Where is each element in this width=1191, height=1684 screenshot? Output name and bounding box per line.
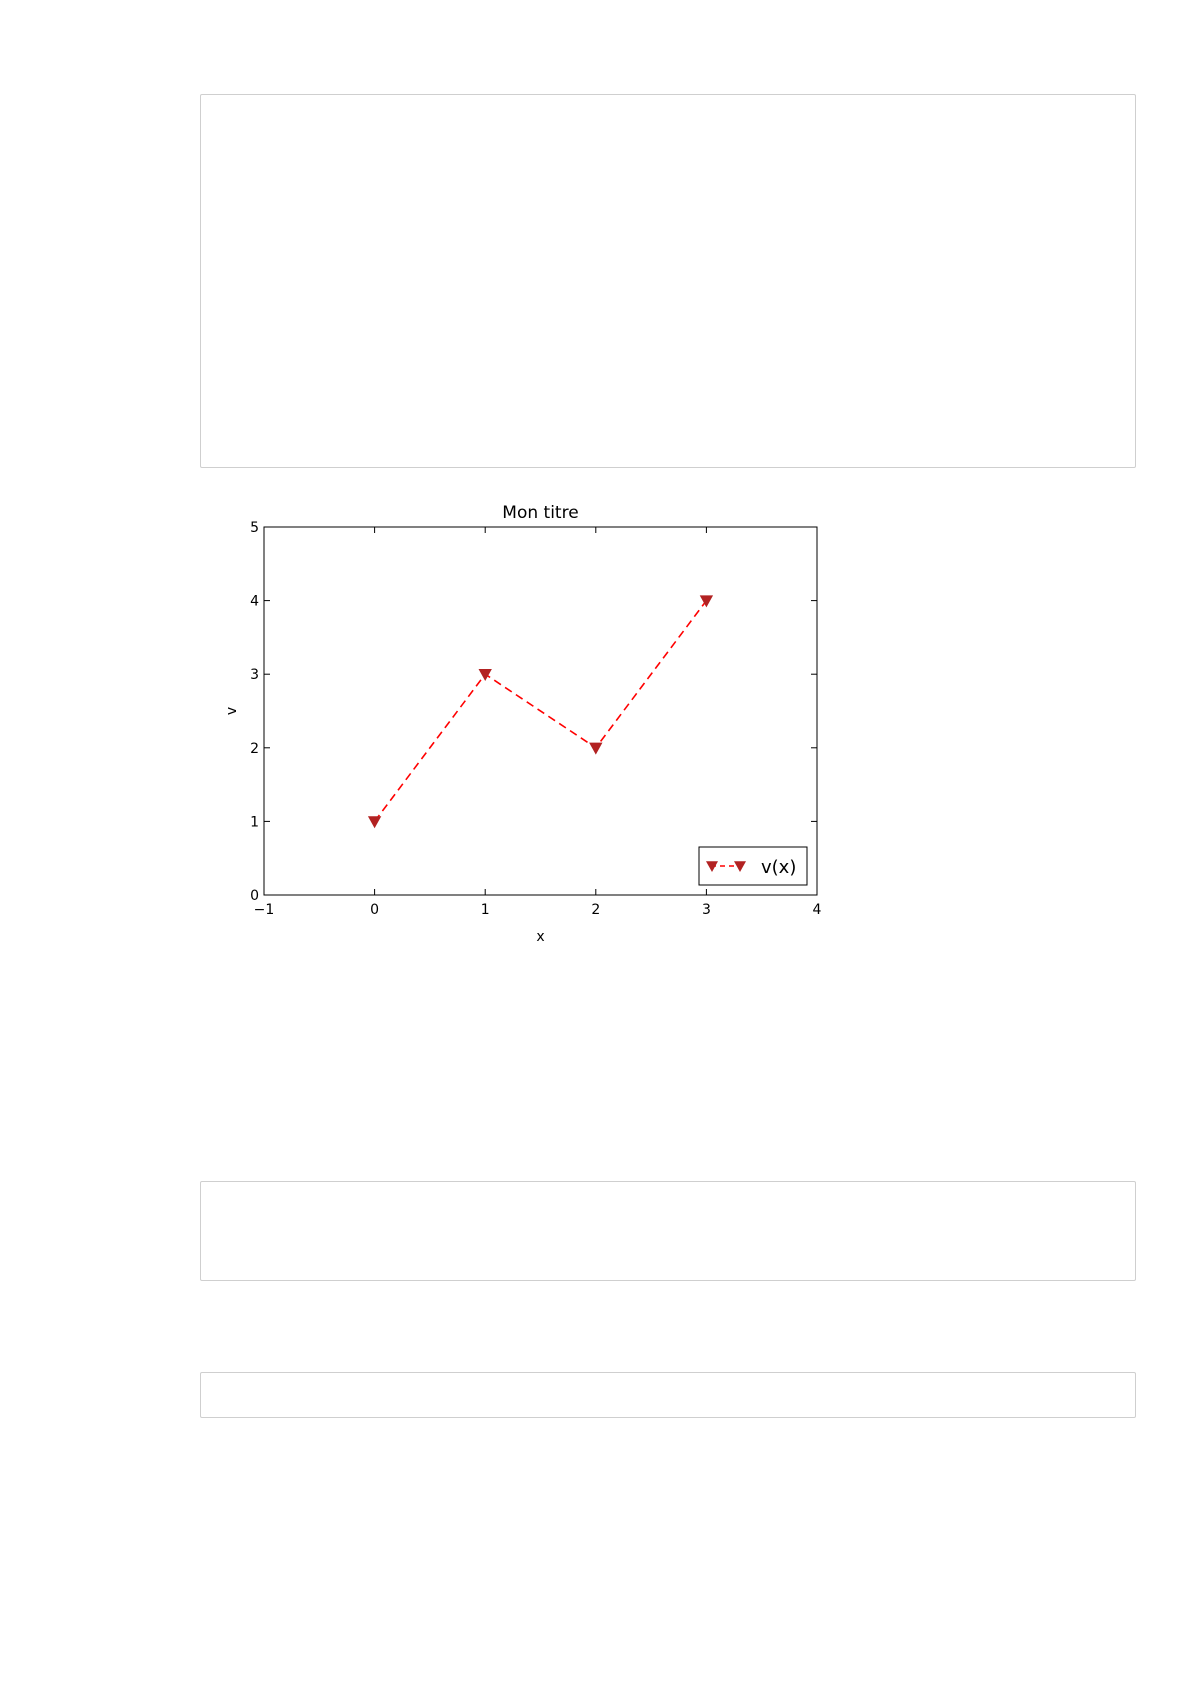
data-point [479,669,491,680]
y-tick-label: 5 [250,520,259,536]
data-point [590,743,602,754]
notebook-input-cell[interactable] [200,94,1136,468]
notebook-input-cell[interactable] [200,1372,1136,1418]
line-chart [200,475,822,945]
notebook-input-cell[interactable] [200,1181,1136,1281]
series-line [375,601,707,822]
data-point [369,817,381,828]
plot-layer [369,596,713,828]
y-tick-label: 2 [250,740,259,757]
y-tick-label: 1 [250,814,259,831]
chart-figure [200,475,822,945]
y-tick-label: 4 [250,593,259,610]
x-axis-label: x [536,929,545,945]
legend-label: v(x) [761,857,797,878]
legend [699,847,807,885]
x-tick-label: 1 [480,902,490,918]
y-axis-label: v [224,706,240,716]
chart-title: Mon titre [502,503,579,523]
x-tick-label: 0 [370,902,380,918]
x-tick-label: 2 [591,902,601,918]
x-tick-label: −1 [253,902,275,918]
y-tick-label: 0 [250,888,259,904]
x-tick-label: 4 [812,902,822,918]
y-tick-label: 3 [250,667,259,684]
x-tick-label: 3 [701,902,711,918]
